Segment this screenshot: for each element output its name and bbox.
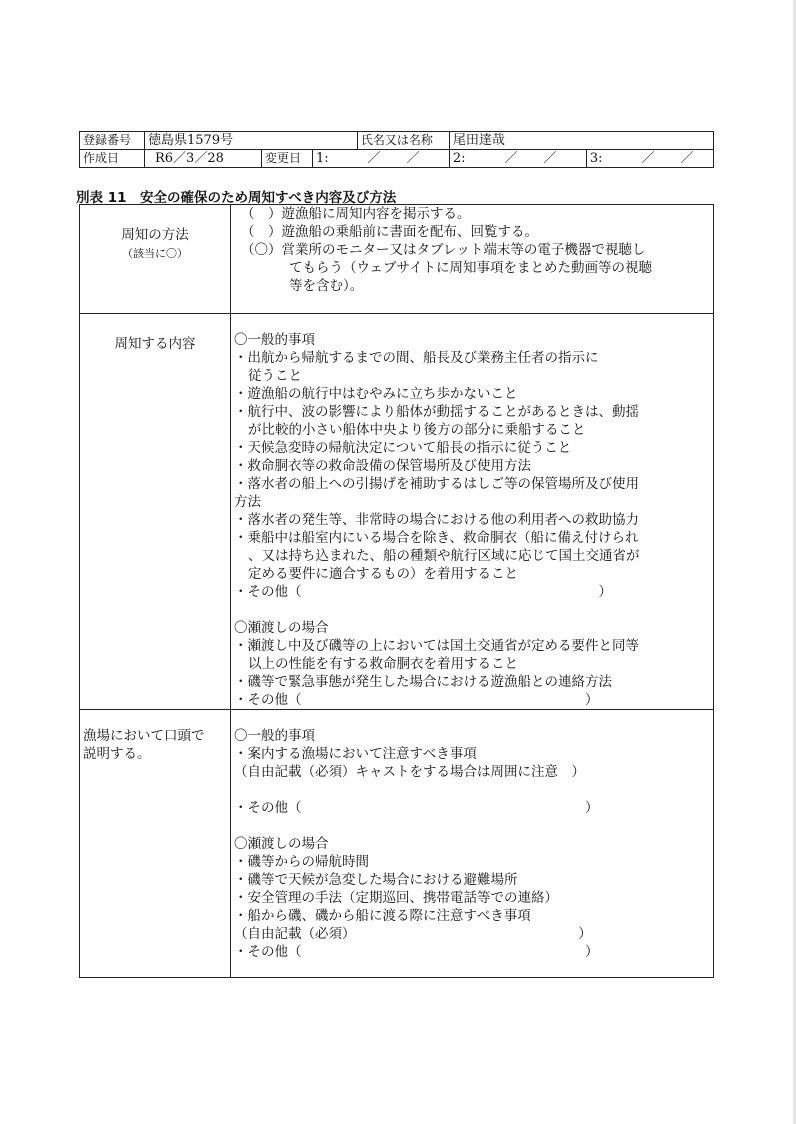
method-line: 等を含む）。 (289, 278, 364, 294)
change-date-3: 3: ／ ／ (586, 150, 713, 168)
general-heading: 〇一般的事項 (234, 728, 315, 744)
oral-label: 説明する。 (83, 746, 151, 762)
content-line: ・落水者の船上への引揚げを補助するはしご等の保管場所及び使用 (234, 476, 639, 492)
method-sublabel: （該当に〇） (122, 247, 188, 260)
method-line: てもらう（ウェブサイトに周知事項をまとめた動画等の視聴 (289, 260, 653, 276)
content-line: ・遊漁船の航行中はむやみに立ち歩かないこと (234, 386, 518, 402)
ferry-heading: 〇瀬渡しの場合 (234, 836, 329, 852)
change-date-1: 1: ／ ／ (313, 150, 450, 168)
registration-number-value: 徳島県1579号 (145, 132, 358, 150)
oral-line: ・その他（ ） (234, 800, 599, 816)
content-line: ・出航から帰航するまでの間、船長及び業務主任者の指示に (234, 350, 599, 366)
method-body (231, 205, 714, 314)
registration-number-label: 登録番号 (80, 132, 145, 150)
oral-line: ・磯等で天候が急変した場合における避難場所 (234, 872, 518, 888)
oral-body (231, 710, 714, 978)
content-line: ・瀬渡し中及び磯等の上においては国土交通省が定める要件と同等 (234, 638, 639, 654)
oral-label: 漁場において口頭で (83, 728, 205, 744)
content-line: ・磯等で緊急事態が発生した場合における遊漁船との連絡方法 (234, 674, 612, 690)
content-line: 従うこと (248, 368, 302, 384)
content-line: 、又は持ち込まれた、船の種類や航行区域に応じて国土交通省が (248, 548, 640, 564)
method-label-cell (80, 205, 231, 314)
content-body (231, 314, 714, 710)
method-line: （〇）営業所のモニター又はタブレット端末等の電子機器で視聴し (241, 242, 646, 258)
name-value: 尾田達哉 (449, 132, 713, 150)
name-label: 氏名又は名称 (357, 132, 449, 150)
oral-line: ・磯等からの帰航時間 (234, 854, 369, 870)
created-date-value: R6／3／28 (145, 150, 262, 168)
content-label-cell (80, 314, 231, 710)
method-line: （ ）遊漁船に周知内容を掲示する。 (241, 206, 471, 222)
content-line: が比較的小さい船体中央より後方の部分に乗船すること (248, 422, 586, 438)
content-label: 周知する内容 (114, 336, 196, 352)
oral-line: （自由記載（必須） ） (234, 926, 592, 942)
changed-date-label: 変更日 (262, 150, 313, 168)
content-line: ・落水者の発生等、非常時の場合における他の利用者への救助協力 (234, 512, 639, 528)
oral-line (234, 781, 713, 799)
oral-line: （自由記載（必須）キャストをする場合は周囲に注意 ） (234, 764, 585, 780)
registration-header-table (79, 131, 714, 168)
method-label: 周知の方法 (121, 227, 189, 243)
method-line: （ ）遊漁船の乗船前に書面を配布、回覧する。 (241, 224, 538, 240)
content-line: ・乗船中は船室内にいる場合を除き、救命胴衣（船に備え付けられ (234, 530, 639, 546)
change-date-2: 2: ／ ／ (449, 150, 586, 168)
oral-line: ・その他（ ） (234, 944, 599, 960)
oral-line: ・船から磯、磯から船に渡る際に注意すべき事項 (234, 908, 531, 924)
table-title: 別表 11 安全の確保のため周知すべき内容及び方法 (76, 190, 397, 206)
oral-line: ・案内する漁場において注意すべき事項 (234, 746, 477, 762)
content-line: ・航行中、波の影響により船体が動揺することがあるときは、動揺 (234, 404, 639, 420)
general-heading: 〇一般的事項 (234, 332, 315, 348)
content-line: ・救命胴衣等の救命設備の保管場所及び使用方法 (234, 458, 531, 474)
content-line: 定める要件に適合するもの）を着用すること (248, 566, 518, 582)
oral-label-cell (80, 710, 231, 978)
oral-line: ・安全管理の手法（定期巡回、携帯電話等での連絡） (234, 890, 558, 906)
safety-notice-table (79, 204, 714, 978)
created-date-label: 作成日 (80, 150, 145, 168)
ferry-heading: 〇瀬渡しの場合 (234, 620, 329, 636)
content-line: 方法 (234, 494, 261, 510)
content-line: ・その他（ ） (234, 692, 599, 708)
content-line: 以上の性能を有する救命胴衣を着用すること (248, 656, 518, 672)
content-line: ・天候急変時の帰航決定について船長の指示に従うこと (234, 440, 572, 456)
content-line: ・その他（ ） (234, 584, 612, 600)
